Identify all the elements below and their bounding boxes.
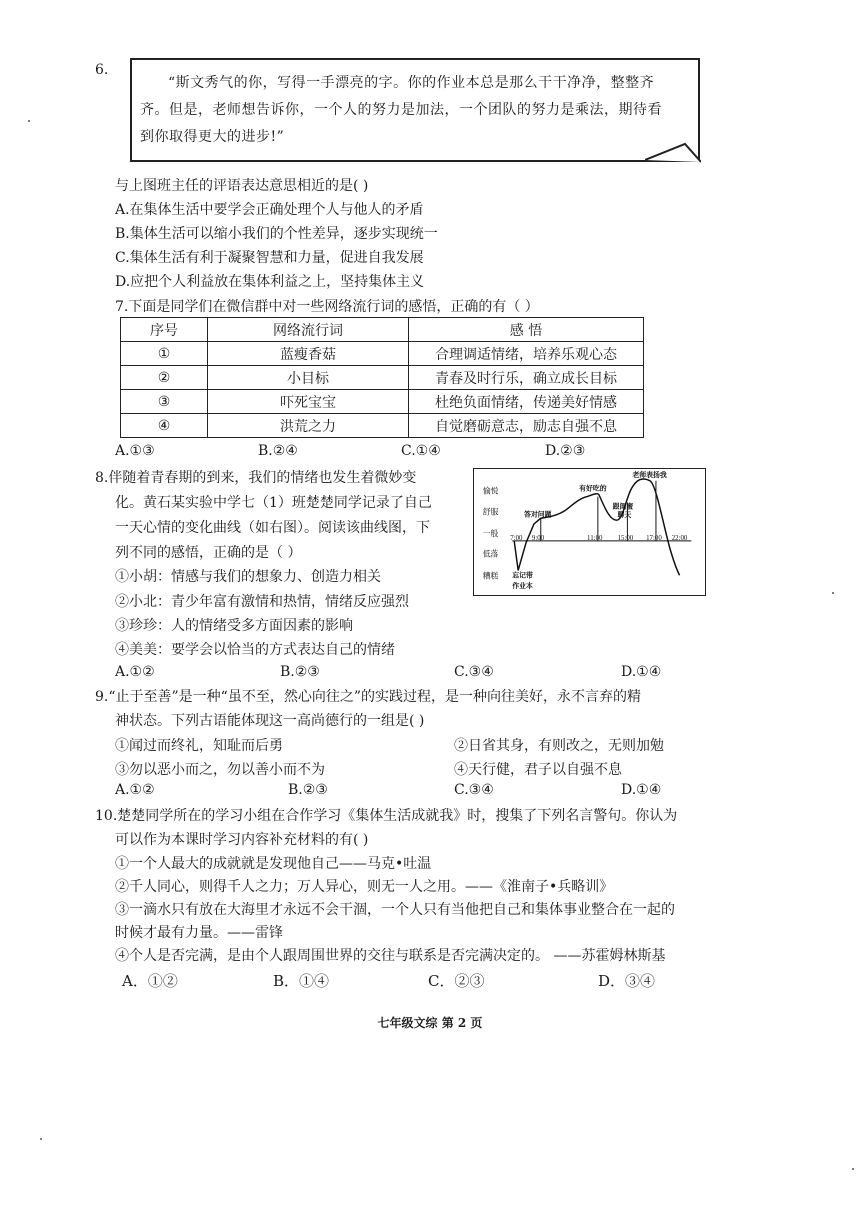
- header-cell-insight: 感 悟: [409, 318, 644, 342]
- question-8-option-d: D.①④: [621, 664, 662, 680]
- question-10-option-b: B．①④: [273, 972, 330, 990]
- question-6-option-c: C.集体生活有利于凝聚智慧和力量，促进自我发展: [115, 250, 424, 266]
- question-9-option-d: D.①④: [621, 782, 662, 798]
- curve-annotation: 答对问题: [524, 511, 552, 519]
- mood-curve: [514, 479, 679, 575]
- curve-annotations: [512, 470, 667, 590]
- question-10-quote-1: ①一个人最大的成就就是发现他自己——马克•吐温: [115, 856, 432, 872]
- mood-curve-chart: [473, 468, 706, 596]
- table-row: [121, 390, 644, 414]
- question-9-item-4: ④天行健，君子以自强不息: [454, 762, 622, 778]
- y-level-labels: [483, 486, 500, 581]
- table-cell: 青春及时行乐，确立成长目标: [409, 366, 644, 390]
- question-8-option-b: B.②③: [280, 664, 320, 680]
- scan-speck: [40, 1138, 42, 1140]
- x-tick-label: 15:00: [617, 534, 634, 542]
- x-tick-label: 9:00: [531, 534, 545, 542]
- question-8-line: 8.伴随着青春期的到来，我们的情绪也发生着微妙变: [95, 470, 417, 486]
- table-cell: ①: [121, 342, 208, 366]
- table-cell: ②: [121, 366, 208, 390]
- y-level-label: 一般: [482, 528, 499, 538]
- question-8-option-a: A.①②: [115, 664, 155, 680]
- table-cell: 杜绝负面情绪，传递美好情感: [409, 390, 644, 414]
- curve-annotation: 老师表扬我: [632, 471, 667, 479]
- scan-speck: [832, 592, 834, 594]
- question-9-option-c: C.③④: [454, 782, 494, 798]
- question-8-statement-3: ③珍珍：人的情绪受多方面因素的影响: [115, 618, 353, 634]
- scan-speck: [852, 1168, 854, 1170]
- question-9-line: 9.“止于至善”是一种“虽不至，然心向往之”的实践过程，是一种向往美好，永不言弃的精: [95, 689, 641, 705]
- question-6-stem: 与上图班主任的评语表达意思相近的是( ): [115, 178, 369, 194]
- question-7-option-c: C.①④: [401, 443, 441, 459]
- table-cell: ④: [121, 414, 208, 438]
- internet-words-table: [120, 317, 644, 438]
- question-10-line: 可以作为本课时学习内容补充材料的有( ): [115, 832, 369, 848]
- question-10-quote-3-cont: 时候才最有力量。——雷锋: [115, 925, 283, 941]
- question-7-option-a: A.①③: [115, 443, 155, 459]
- table-cell: 合理调适情绪，培养乐观心态: [409, 342, 644, 366]
- table-header-row: [121, 318, 644, 342]
- x-tick-label: 11:00: [587, 534, 603, 542]
- scan-speck: [28, 120, 30, 122]
- table-cell: 洪荒之力: [208, 414, 409, 438]
- x-tick-label: 17:00: [646, 534, 662, 542]
- question-6-option-d: D.应把个人利益放在集体利益之上，坚持集体主义: [115, 274, 425, 290]
- question-9-option-b: B.②③: [288, 782, 328, 798]
- header-cell-word: 网络流行词: [208, 318, 409, 342]
- question-6-option-a: A.在集体生活中要学会正确处理个人与他人的矛盾: [115, 202, 424, 218]
- question-10-option-d: D．③④: [598, 972, 656, 990]
- header-cell-number: 序号: [121, 318, 208, 342]
- curve-annotation: 聊天: [617, 512, 632, 520]
- question-9-item-3: ③勿以恶小而之，勿以善小而不为: [115, 762, 325, 778]
- question-8-line: 一天心情的变化曲线（如右图）。阅读该曲线图，下: [115, 520, 430, 536]
- question-7-stem: 7.下面是同学们在微信群中对一些网络流行词的感悟，正确的有（ ）: [115, 299, 539, 315]
- x-tick-label: 7:00: [510, 534, 523, 542]
- question-9-option-a: A.①②: [115, 782, 155, 798]
- table-row: [121, 414, 644, 438]
- curve-annotation: 忘记带: [512, 572, 533, 580]
- question-9-item-1: ①闻过而终礼，知耻而后勇: [115, 738, 283, 754]
- question-10-line: 10.楚楚同学所在的学习小组在合作学习《集体生活成就我》时，搜集了下列名言警句。你认为: [95, 808, 678, 824]
- y-level-label: 舒服: [482, 507, 499, 517]
- question-10-option-c: C．②③: [428, 972, 485, 990]
- y-level-label: 愉悦: [482, 486, 499, 496]
- question-7-option-b: B.②④: [258, 443, 298, 459]
- question-6-option-b: B.集体生活可以缩小我们的个性差异，逐步实现统一: [115, 226, 438, 242]
- quote-line: 到你取得更大的进步!”: [140, 129, 285, 145]
- table-row: [121, 366, 644, 390]
- question-8-line: 列不同的感悟，正确的是（ ）: [115, 545, 302, 561]
- quote-line: “斯文秀气的你，写得一手漂亮的字。你的作业本总是那么干干净净，整整齐: [168, 75, 655, 91]
- teacher-comment-text: [140, 70, 690, 151]
- table-cell: 蓝瘦香菇: [208, 342, 409, 366]
- question-8-statement-2: ②小北：青少年富有激情和热情，情绪反应强烈: [115, 594, 409, 610]
- question-9-item-2: ②日省其身，有则改之，无则加勉: [454, 738, 664, 754]
- table-cell: 自觉磨砺意志，励志自强不息: [409, 414, 644, 438]
- question-8-statement-4: ④美美：要学会以恰当的方式表达自己的情绪: [115, 642, 395, 658]
- question-10-quote-2: ②千人同心，则得千人之力；万人异心，则无一人之用。——《淮南子•兵略训》: [115, 879, 614, 895]
- x-tick-label: 22:00: [671, 534, 688, 542]
- question-9-line: 神状态。下列古语能体现这一高尚德行的一组是( ): [115, 713, 425, 729]
- curve-annotation: 作业本: [512, 583, 533, 591]
- question-7-option-d: D.②③: [545, 443, 586, 459]
- page-footer: 七年级文综 第 2 页: [377, 1016, 483, 1030]
- question-8-line: 化。黄石某实验中学七（1）班楚楚同学记录了自己: [115, 495, 432, 511]
- question-10-option-a: A．①②: [122, 972, 178, 990]
- y-level-label: 低落: [482, 549, 499, 559]
- y-level-label: 糟糕: [482, 571, 499, 581]
- question-8-option-c: C.③④: [454, 664, 494, 680]
- x-tick-labels: [510, 535, 688, 542]
- quote-line: 齐。但是，老师想告诉你，一个人的努力是加法，一个团队的努力是乘法，期待看: [140, 102, 662, 118]
- table-cell: ③: [121, 390, 208, 414]
- question-8-statement-1: ①小胡：情感与我们的想象力、创造力相关: [115, 569, 381, 585]
- curve-annotation: 有好吃的: [579, 485, 607, 493]
- table-cell: 吓死宝宝: [208, 390, 409, 414]
- table-cell: 小目标: [208, 366, 409, 390]
- table-row: [121, 342, 644, 366]
- curve-annotation: 跟闺蜜: [612, 503, 634, 511]
- question-6-number: 6.: [95, 62, 109, 78]
- question-10-quote-4: ④个人是否完满，是由个人跟周围世界的交往与联系是否完满决定的。 ——苏霍姆林斯基: [115, 948, 666, 964]
- question-10-quote-3: ③一滴水只有放在大海里才永远不会干涸，一个人只有当他把自己和集体事业整合在一起的: [115, 902, 675, 918]
